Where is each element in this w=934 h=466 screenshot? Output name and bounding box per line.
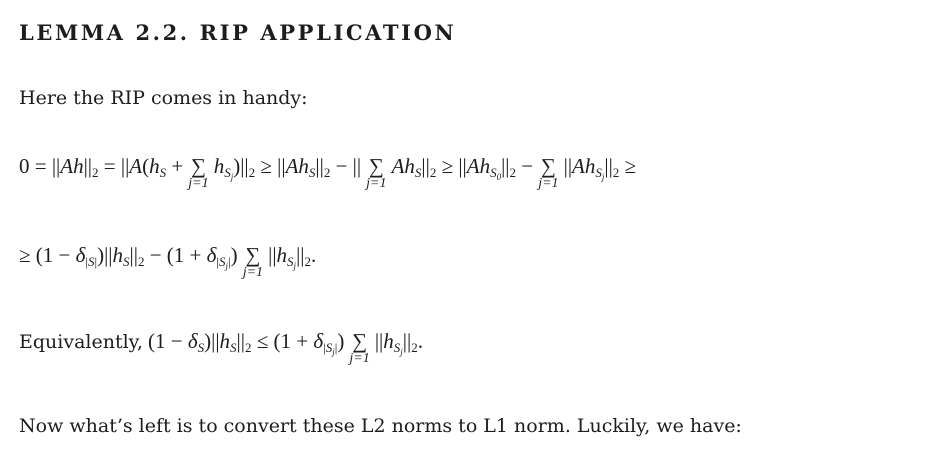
lemma-heading: LEMMA 2.2. RIP APPLICATION bbox=[19, 20, 457, 45]
intro-text: Here the RIP comes in handy: bbox=[19, 87, 308, 109]
summation-symbol: ∑ j=1 bbox=[366, 154, 387, 191]
summation-symbol: ∑ j=1 bbox=[538, 154, 559, 191]
summation-symbol: ∑ j=1 bbox=[242, 243, 264, 280]
summation-symbol: ∑ j=1 bbox=[349, 329, 370, 366]
equivalently-label: Equivalently, bbox=[19, 331, 143, 353]
equation-line-1: $0 = ||Ah||_2 = ||A(h_S$ + ∑ j=1 $h_{S_j})||_2 \ge ||Ah_S||_2$ − || ∑ j=1 $Ah_S||_2 \ge ||Ah_{S_0}||_2$ − ∑ j=1 $||Ah_{S_j}||_2$ ≥ bbox=[19, 154, 637, 191]
equivalence-line: Equivalently, $(1 - \delta_S)||h_S||_2 \le (1 + \delta_{|S_j|})$ ∑ j=1 $||h_{S_j}||_2$. bbox=[19, 329, 423, 366]
equation-line-2: ≥ $(1 - \delta_{|S|})||h_S||_2 - (1 + \delta_{|S_j|})$ ∑ j=1 $||h_{S_j}||_2$. bbox=[19, 243, 317, 280]
conclusion-text: Now what’s left is to convert these L2 norms to L1 norm. Luckily, we have: bbox=[19, 415, 742, 437]
summation-symbol: ∑ j=1 bbox=[188, 154, 209, 191]
